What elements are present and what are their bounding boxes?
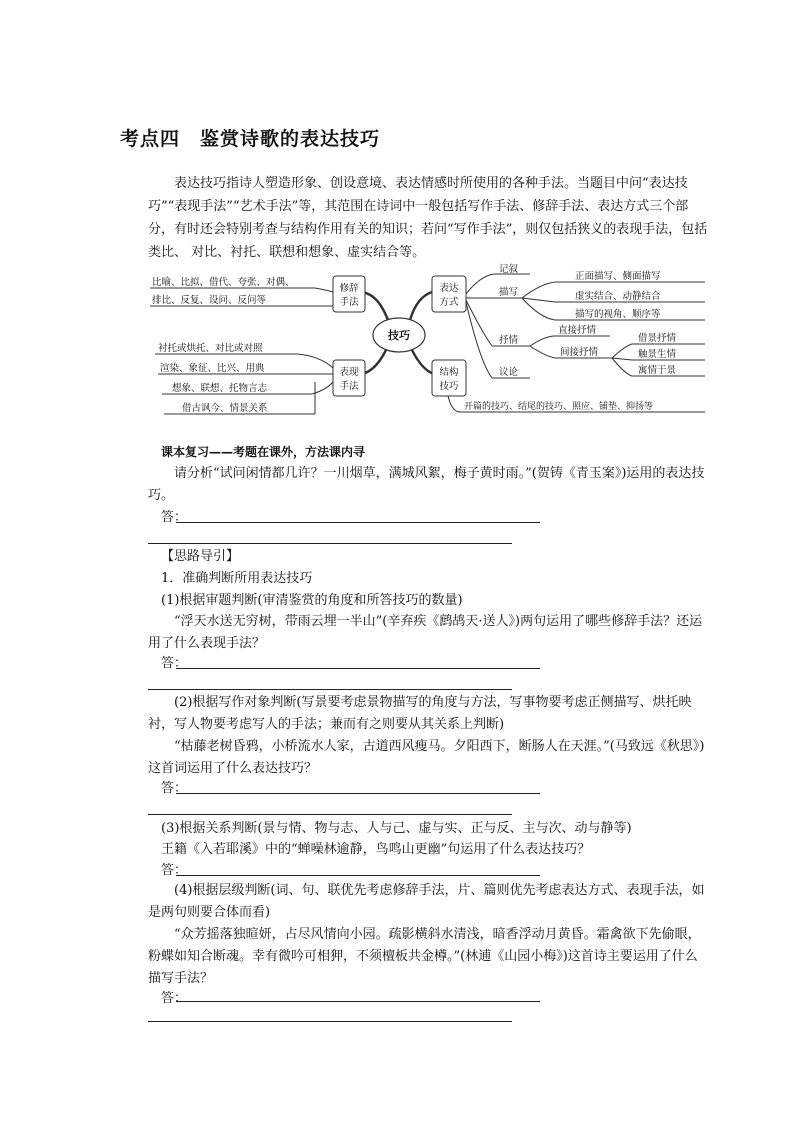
answer-line[interactable] xyxy=(148,1021,512,1022)
rhetoric-item: 比喻、比拟、借代、夸张、对偶、 xyxy=(152,277,295,288)
expression-label-2: 方式 xyxy=(439,297,459,308)
branch-narrate: 记叙 xyxy=(499,264,519,275)
branch-direct-lyric: 直接抒情 xyxy=(558,325,597,336)
indirect-item: 借景抒情 xyxy=(638,333,677,344)
answer-label: 答： xyxy=(161,510,188,525)
section-title: 考点四 鉴赏诗歌的表达技巧 xyxy=(120,128,381,150)
point-title: (2)根据写作对象判断(写景要考虑景物描写的角度与方法，写事物要考虑正侧描写、烘托映衬，写人物要考虑写人的手法；兼而有之则要从其关系上判断) xyxy=(148,695,692,732)
center-node: 技巧 xyxy=(388,329,410,342)
technique-label-1: 表现 xyxy=(339,367,359,378)
intro-paragraph: 表达技巧指诗人塑造形象、创设意境、表达情感时所使用的各种手法。当题目中问“表达技巧”“表现手法”“艺术手法”等，其范围在诗词中一般包括写作手法、修辞手法、表达方式三个部分，有时还会特别考查与结构作用有关的知识；若问“写作手法”，则仅包括狭义的表现手法，包括类比、 对比、衬托、联想和想象、虚实结合等。 xyxy=(148,176,708,260)
answer-label: 答： xyxy=(161,781,188,796)
answer-label: 答： xyxy=(161,991,188,1006)
point-question: “浮天水送无穷树，带雨云埋一半山”(辛弃疾《鹧鸪天·送人》)两句运用了哪些修辞手法？还运用了什么表现手法？ xyxy=(148,614,703,651)
answer-line[interactable] xyxy=(148,689,512,690)
rhetoric-label-1: 修辞 xyxy=(339,283,359,294)
technique-item: 衬托或烘托、对比或对照 xyxy=(158,343,263,354)
technique-label-2: 手法 xyxy=(339,381,359,392)
techniques-mind-map xyxy=(0,262,794,422)
structure-label-1: 结构 xyxy=(439,367,459,378)
answer-line[interactable] xyxy=(176,668,540,669)
branch-argue: 议论 xyxy=(499,367,519,378)
guide-step: 1．准确判断所用表达技巧 xyxy=(161,571,313,586)
point-title: (1)根据审题判断(审清鉴赏的角度和所答技巧的数量) xyxy=(161,593,463,608)
answer-label: 答： xyxy=(161,656,188,671)
answer-line[interactable] xyxy=(148,543,512,544)
point-question: 王籍《入若耶溪》中的“蝉噪林逾静，鸟鸣山更幽”句运用了什么表达技巧？ xyxy=(161,842,591,857)
point-question: “众芳摇落独暄妍，占尽风情向小园。疏影横斜水清浅，暗香浮动月黄昏。霜禽欲下先偷眼，粉蝶如知合断魂。幸有微吟可相狎，不须檀板共金樽。”(林逋《山园小梅》)这首诗主要运用了什么描写手法？ xyxy=(148,927,701,986)
structure-items: 开篇的技巧、结尾的技巧、照应、铺垫、抑扬等 xyxy=(464,402,654,412)
branch-indirect-lyric: 间接抒情 xyxy=(560,347,599,358)
guide-heading: 【思路导引】 xyxy=(161,549,240,564)
technique-item: 渲染、象征、比兴、用典 xyxy=(160,363,265,374)
point-title: (4)根据层级判断(词、句、联优先考虑修辞手法，片、篇则优先考虑表达方式、表现手法，如是两句则要合体而看) xyxy=(148,883,705,920)
describe-item: 正面描写、侧面描写 xyxy=(575,271,661,282)
answer-label: 答： xyxy=(161,863,188,878)
answer-line[interactable] xyxy=(148,814,512,815)
answer-line[interactable] xyxy=(176,522,540,523)
point-question: “枯藤老树昏鸦，小桥流水人家，古道西风瘦马。夕阳西下，断肠人在天涯。”(马致远《秋思》)这首词运用了什么表达技巧？ xyxy=(148,739,705,776)
rhetoric-label-2: 手法 xyxy=(339,297,359,308)
review-heading: 课本复习——考题在课外，方法课内寻 xyxy=(161,445,366,459)
answer-line[interactable] xyxy=(176,875,540,876)
review-question: 请分析“试问闲情都几许？一川烟草，满城风絮，梅子黄时雨。”(贺铸《青玉案》)运用的表达技巧。 xyxy=(148,466,705,503)
describe-item: 虚实结合、动静结合 xyxy=(575,291,661,302)
rhetoric-item: 排比、反复、设问、反问等 xyxy=(152,295,267,306)
indirect-item: 寓情于景 xyxy=(638,365,677,376)
indirect-item: 触景生情 xyxy=(638,349,677,360)
technique-item: 借古讽今、情景关系 xyxy=(182,403,268,414)
expression-label-1: 表达 xyxy=(439,283,459,294)
point-title: (3)根据关系判断(景与情、物与志、人与己、虚与实、正与反、主与次、动与静等) xyxy=(161,821,632,836)
technique-item: 想象、联想、托物言志 xyxy=(172,383,268,394)
answer-line[interactable] xyxy=(176,1001,540,1002)
structure-label-2: 技巧 xyxy=(439,381,459,392)
describe-item: 描写的视角、顺序等 xyxy=(575,309,661,320)
answer-line[interactable] xyxy=(176,793,540,794)
branch-describe: 描写 xyxy=(499,287,519,298)
branch-lyric: 抒情 xyxy=(499,335,519,346)
